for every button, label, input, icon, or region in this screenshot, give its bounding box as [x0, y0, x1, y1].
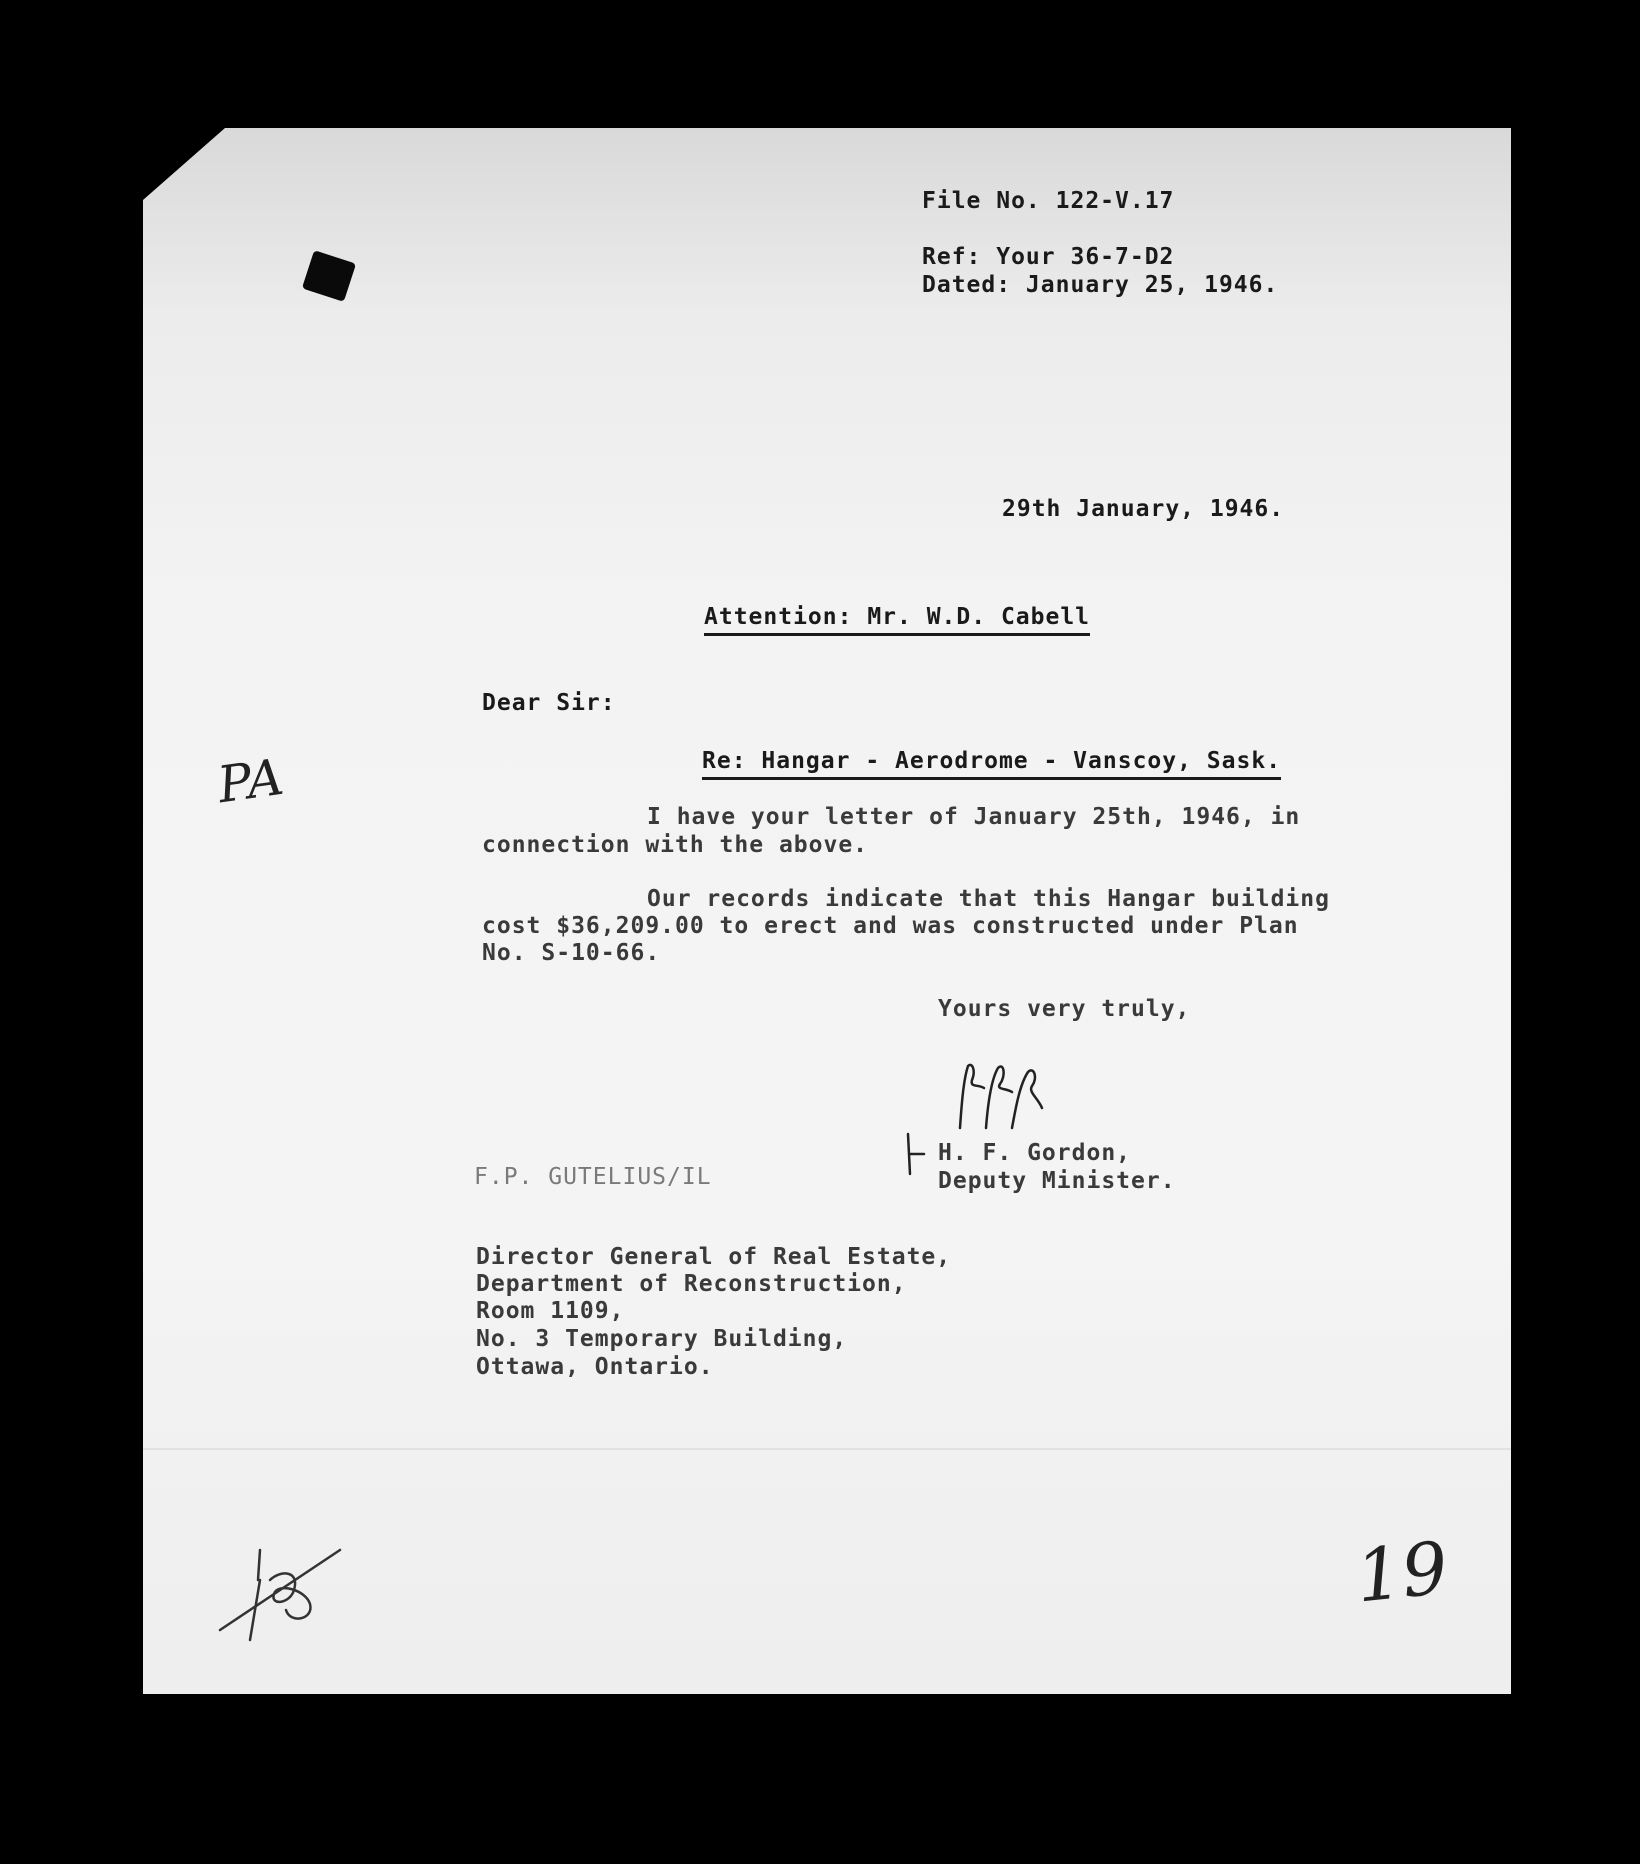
handwritten-initials-mark	[210, 1520, 360, 1650]
body-paragraph-2-line-2: cost $36,209.00 to erect and was constructed under Plan	[482, 913, 1299, 939]
body-paragraph-2-line-1: Our records indicate that this Hangar building	[647, 886, 1330, 912]
handwritten-initial-mark	[900, 1130, 930, 1180]
body-paragraph-1-line-2: connection with the above.	[482, 832, 869, 858]
address-line-4: No. 3 Temporary Building,	[476, 1326, 848, 1352]
signatory-name: H. F. Gordon,	[938, 1140, 1132, 1166]
salutation: Dear Sir:	[482, 690, 616, 716]
signatory-title: Deputy Minister.	[938, 1168, 1176, 1194]
address-line-1: Director General of Real Estate,	[476, 1244, 952, 1270]
reference-line: Ref: Your 36-7-D2	[922, 244, 1175, 270]
address-line-3: Room 1109,	[476, 1298, 625, 1324]
closing: Yours very truly,	[938, 996, 1191, 1022]
body-paragraph-1-line-1: I have your letter of January 25th, 1946, in	[647, 804, 1301, 830]
address-line-5: Ottawa, Ontario.	[476, 1354, 714, 1380]
subject-line: Re: Hangar - Aerodrome - Vanscoy, Sask.	[702, 750, 1281, 780]
body-paragraph-2-line-3: No. S-10-66.	[482, 940, 661, 966]
margin-annotation: PA	[214, 747, 287, 815]
typist-initials: F.P. GUTELIUS/IL	[474, 1164, 712, 1190]
handwritten-signature	[950, 1058, 1050, 1138]
attention-line: Attention: Mr. W.D. Cabell	[704, 606, 1090, 636]
page-number: 19	[1351, 1525, 1452, 1619]
letter-date: 29th January, 1946.	[1002, 496, 1285, 522]
address-line-2: Department of Reconstruction,	[476, 1271, 907, 1297]
file-number: File No. 122-V.17	[922, 188, 1175, 214]
dated-line: Dated: January 25, 1946.	[922, 272, 1279, 298]
